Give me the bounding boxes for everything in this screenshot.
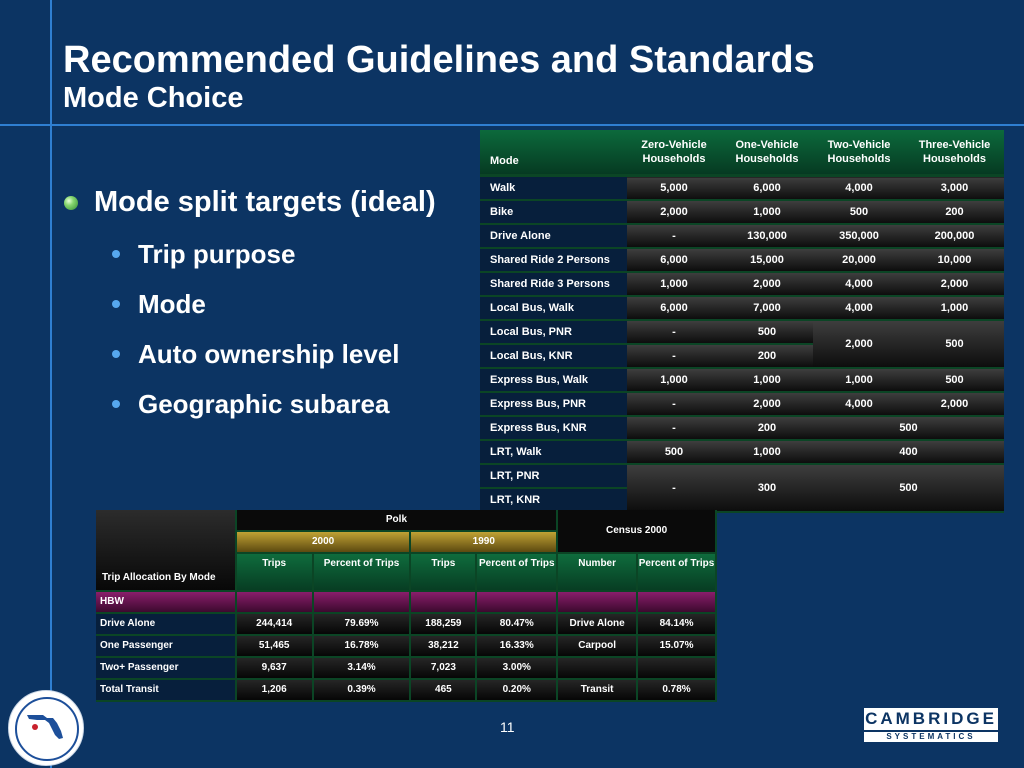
table-cell-merged: 2,000 [813, 320, 905, 368]
bullet-sub [62, 336, 436, 372]
table-cell: - [627, 344, 721, 368]
table-cell: 5,000 [627, 176, 721, 201]
row-label: LRT, KNR [480, 488, 627, 512]
table-row [480, 248, 1004, 272]
column-header: Zero-Vehicle Households [627, 130, 721, 176]
table-row [480, 392, 1004, 416]
corner-header: Trip Allocation By Mode [96, 510, 236, 591]
table-cell: 15.07% [637, 635, 716, 657]
table-cell: 1,206 [236, 679, 313, 701]
column-header: Percent of Trips [476, 553, 557, 591]
table-cell: 4,000 [813, 392, 905, 416]
table-cell-merged: 400 [813, 440, 1004, 464]
table-cell [637, 657, 716, 679]
row-label: Bike [480, 200, 627, 224]
table-cell: 1,000 [627, 368, 721, 392]
table-cell: 2,000 [627, 200, 721, 224]
row-label: Local Bus, Walk [480, 296, 627, 320]
table-cell: 1,000 [905, 296, 1004, 320]
row-label: Drive Alone [480, 224, 627, 248]
column-header: Trips [236, 553, 313, 591]
florida-map-icon [25, 711, 69, 741]
table-cell: 84.14% [637, 613, 716, 635]
year-2000-header: 2000 [236, 531, 411, 553]
table-cell: Drive Alone [557, 613, 637, 635]
table-header-row [96, 510, 716, 531]
bullet-sub-text: Mode [138, 289, 206, 319]
table-cell: 3.14% [313, 657, 411, 679]
blue-bullet-icon [112, 350, 120, 358]
row-label: LRT, Walk [480, 440, 627, 464]
column-header: Number [557, 553, 637, 591]
table-cell: 0.78% [637, 679, 716, 701]
table-cell: 6,000 [627, 296, 721, 320]
row-label: Shared Ride 2 Persons [480, 248, 627, 272]
table-cell: 1,000 [721, 440, 813, 464]
row-label: Walk [480, 176, 627, 201]
table-cell: 200 [721, 344, 813, 368]
table-cell: 2,000 [905, 392, 1004, 416]
table-row [480, 224, 1004, 248]
table-cell: 500 [905, 368, 1004, 392]
row-label: LRT, PNR [480, 464, 627, 488]
bullet-sub-text: Auto ownership level [138, 339, 400, 369]
table-cell: 1,000 [721, 200, 813, 224]
table-cell: 16.33% [476, 635, 557, 657]
table-cell: Transit [557, 679, 637, 701]
table-cell: 16.78% [313, 635, 411, 657]
blue-bullet-icon [112, 300, 120, 308]
table-cell: 7,023 [410, 657, 476, 679]
table-cell: 2,000 [905, 272, 1004, 296]
logo-tagline: SYSTEMATICS [864, 732, 998, 742]
table-cell: 130,000 [721, 224, 813, 248]
row-label: One Passenger [96, 635, 236, 657]
table-cell: 1,000 [627, 272, 721, 296]
green-bullet-icon [64, 196, 78, 210]
table-cell [476, 591, 557, 613]
table-cell [637, 591, 716, 613]
bullet-list [62, 182, 436, 422]
table-cell: - [627, 416, 721, 440]
table-cell: 500 [627, 440, 721, 464]
bullet-sub-text: Geographic subarea [138, 389, 390, 419]
table-cell: 20,000 [813, 248, 905, 272]
table-cell: 80.47% [476, 613, 557, 635]
fdot-seal-logo [8, 690, 84, 766]
logo-wordmark: CAMBRIDGE [865, 709, 997, 728]
row-label: Local Bus, KNR [480, 344, 627, 368]
table-cell: - [627, 392, 721, 416]
table-cell: 1,000 [813, 368, 905, 392]
table-row [480, 200, 1004, 224]
section-label: HBW [96, 591, 236, 613]
row-label: Drive Alone [96, 613, 236, 635]
blue-bullet-icon [112, 250, 120, 258]
table-row [480, 320, 1004, 344]
table-cell: 15,000 [721, 248, 813, 272]
table-cell: 10,000 [905, 248, 1004, 272]
table-cell: 500 [721, 320, 813, 344]
column-header: Percent of Trips [313, 553, 411, 591]
slide-title: Recommended Guidelines and Standards [63, 39, 815, 81]
table-cell: 6,000 [627, 248, 721, 272]
column-header: Mode [480, 130, 627, 176]
year-1990-header: 1990 [410, 531, 557, 553]
table-cell [313, 591, 411, 613]
row-label: Express Bus, KNR [480, 416, 627, 440]
table-row [96, 635, 716, 657]
table-row [480, 296, 1004, 320]
section-row [96, 591, 716, 613]
table-cell: 2,000 [721, 272, 813, 296]
table-row [480, 440, 1004, 464]
row-label: Local Bus, PNR [480, 320, 627, 344]
table-cell [236, 591, 313, 613]
bullet-sub [62, 386, 436, 422]
cambridge-systematics-logo [864, 708, 998, 742]
table-cell: 3.00% [476, 657, 557, 679]
horizontal-rule [0, 124, 1024, 126]
bullet-sub [62, 236, 436, 272]
table-row [96, 657, 716, 679]
bullet-main-text: Mode split targets (ideal) [94, 186, 436, 218]
row-label: Express Bus, Walk [480, 368, 627, 392]
table-cell [557, 591, 637, 613]
page-number: 11 [500, 719, 515, 735]
table-cell: 51,465 [236, 635, 313, 657]
table-cell-merged: 500 [813, 464, 1004, 512]
column-header: Trips [410, 553, 476, 591]
table-cell: 38,212 [410, 635, 476, 657]
table-cell: 9,637 [236, 657, 313, 679]
table-cell-merged: 500 [905, 320, 1004, 368]
table-row [96, 679, 716, 701]
column-header: One-Vehicle Households [721, 130, 813, 176]
table-cell: 7,000 [721, 296, 813, 320]
table-cell: 200 [721, 416, 813, 440]
table-row [480, 464, 1004, 488]
table-cell: 79.69% [313, 613, 411, 635]
table-cell: 0.39% [313, 679, 411, 701]
mode-targets-table [480, 130, 1004, 513]
table-cell: 200 [905, 200, 1004, 224]
table-cell: 350,000 [813, 224, 905, 248]
table-cell: 465 [410, 679, 476, 701]
table-cell: 3,000 [905, 176, 1004, 201]
table-cell: Carpool [557, 635, 637, 657]
polk-header: Polk [236, 510, 557, 531]
table-cell: 4,000 [813, 272, 905, 296]
bullet-main [62, 182, 436, 222]
bullet-sub-text: Trip purpose [138, 239, 296, 269]
table-cell-merged: 500 [813, 416, 1004, 440]
row-label: Total Transit [96, 679, 236, 701]
table-cell: 500 [813, 200, 905, 224]
table-cell: - [627, 224, 721, 248]
table-row [480, 368, 1004, 392]
table-cell: 244,414 [236, 613, 313, 635]
table-cell: 188,259 [410, 613, 476, 635]
bullet-sub [62, 286, 436, 322]
trip-allocation-table [96, 510, 717, 702]
row-label: Express Bus, PNR [480, 392, 627, 416]
table-cell: 0.20% [476, 679, 557, 701]
table-cell: 2,000 [721, 392, 813, 416]
table-row [480, 416, 1004, 440]
column-header: Two-Vehicle Households [813, 130, 905, 176]
table-cell: 6,000 [721, 176, 813, 201]
table-cell [410, 591, 476, 613]
row-label: Shared Ride 3 Persons [480, 272, 627, 296]
census-header: Census 2000 [557, 510, 716, 553]
table-cell: 4,000 [813, 176, 905, 201]
column-header: Three-Vehicle Households [905, 130, 1004, 176]
table-cell: 200,000 [905, 224, 1004, 248]
vertical-rule [50, 0, 52, 768]
table-cell: 4,000 [813, 296, 905, 320]
table-cell [557, 657, 637, 679]
table-row [480, 272, 1004, 296]
table-cell-merged: - [627, 464, 721, 512]
table-cell-merged: 300 [721, 464, 813, 512]
table-cell: - [627, 320, 721, 344]
table-row [480, 176, 1004, 201]
column-header: Percent of Trips [637, 553, 716, 591]
slide-subtitle: Mode Choice [63, 82, 244, 114]
table-cell: 1,000 [721, 368, 813, 392]
row-label: Two+ Passenger [96, 657, 236, 679]
blue-bullet-icon [112, 400, 120, 408]
table-header-row [480, 130, 1004, 176]
table-row [96, 613, 716, 635]
